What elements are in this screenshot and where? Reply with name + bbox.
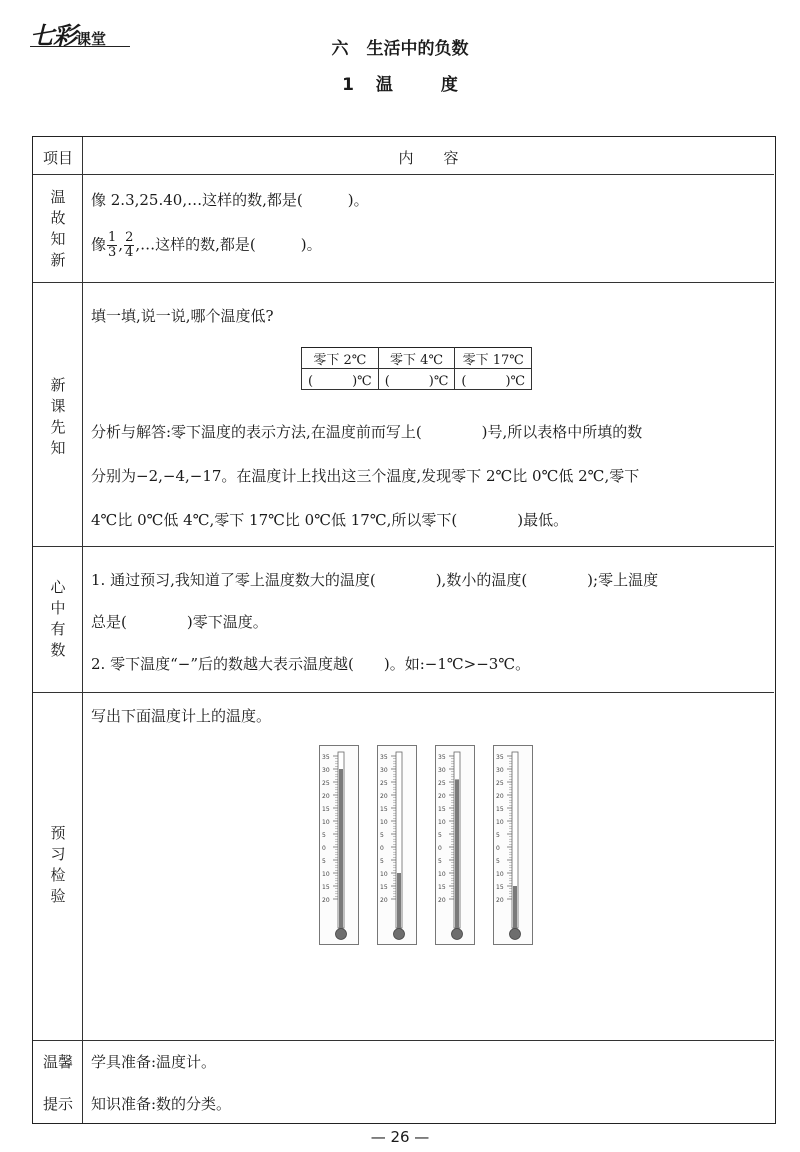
thermometer-scale-label: 0	[438, 845, 442, 852]
thermometer	[435, 745, 475, 945]
worksheet-table	[32, 136, 776, 1124]
review-content-cell	[83, 175, 774, 282]
thermometer-liquid	[397, 873, 401, 930]
mini-table-header: 零下 4℃	[378, 348, 455, 369]
check-row	[33, 693, 774, 1041]
thermometer-scale-label: 5	[496, 858, 500, 865]
fraction-two-fourths	[124, 231, 134, 260]
new-lesson-label-cell	[33, 283, 83, 546]
thermometer-scale-label: 30	[322, 767, 330, 774]
label-char: 知	[50, 439, 66, 457]
new-lesson-prompt: 填一填,说一说,哪个温度低?	[91, 307, 274, 325]
thermometer-bulb	[452, 929, 463, 940]
thermometer-scale-label: 20	[438, 897, 446, 904]
thermometer-scale-label: 30	[380, 767, 388, 774]
chapter-title: 生活中的负数	[366, 39, 469, 59]
header-label-cell	[33, 137, 83, 174]
thermometer-scale-label: 15	[438, 884, 446, 891]
new-lesson-label	[33, 375, 83, 459]
label-char: 课	[50, 397, 66, 415]
thermometer-svg	[436, 746, 474, 944]
thermometer-scale-label: 5	[496, 832, 500, 839]
thermometer-scale-label: 5	[438, 858, 442, 865]
label-char: 温	[50, 188, 66, 206]
thermometer-liquid	[339, 769, 343, 930]
thermometer-scale-label: 10	[322, 871, 330, 878]
check-content-cell	[83, 693, 774, 1040]
check-label-cell	[33, 693, 83, 1040]
fraction-denominator: 4	[125, 245, 134, 260]
summary-row	[33, 547, 774, 693]
label-char: 数	[50, 641, 66, 659]
table-header-row	[33, 137, 774, 175]
thermometer-scale-label: 5	[322, 832, 326, 839]
thermometer-svg	[494, 746, 532, 944]
thermometer-scale-label: 10	[380, 871, 388, 878]
review-label	[33, 187, 83, 271]
thermometer-scale-label: 25	[438, 780, 446, 787]
thermometer-scale-label: 5	[380, 858, 384, 865]
thermometer-scale-label: 25	[380, 780, 388, 787]
label-char: 验	[50, 887, 66, 905]
header-content: 内 容	[398, 149, 459, 167]
thermometer-scale-label: 20	[438, 793, 446, 800]
header-content-cell	[83, 137, 774, 174]
check-label	[33, 823, 83, 907]
review-label-cell	[33, 175, 83, 282]
thermometer-scale-label: 15	[496, 806, 504, 813]
thermometer	[493, 745, 533, 945]
thermometer-bulb	[394, 929, 405, 940]
thermometer-svg	[320, 746, 358, 944]
thermometer-scale-label: 20	[380, 897, 388, 904]
label-char: 新	[50, 376, 66, 394]
thermometer-scale-label: 15	[380, 806, 388, 813]
page-number: — 26 —	[370, 1128, 430, 1146]
check-prompt: 写出下面温度计上的温度。	[91, 707, 272, 725]
thermometer	[377, 745, 417, 945]
header-label: 项目	[42, 149, 73, 167]
review-line2-suffix: ,…这样的数,都是( )。	[135, 235, 322, 254]
thermometer-scale-label: 5	[438, 832, 442, 839]
thermometer-scale-label: 10	[322, 819, 330, 826]
summary-line-1: 1. 通过预习,我知道了零上温度数大的温度( ),数小的温度( );零上温度	[91, 571, 659, 589]
thermometer-scale-label: 30	[496, 767, 504, 774]
review-line-2	[91, 231, 322, 260]
new-lesson-row	[33, 283, 774, 547]
analysis-line-3: 4℃比 0℃低 4℃,零下 17℃比 0℃低 17℃,所以零下( )最低。	[91, 511, 569, 529]
thermometer-scale-label: 10	[496, 819, 504, 826]
mini-table-header: 零下 17℃	[455, 348, 532, 369]
thermometer-scale-label: 15	[380, 884, 388, 891]
thermometer-scale-label: 20	[322, 793, 330, 800]
tips-line-2: 知识准备:数的分类。	[91, 1095, 232, 1113]
thermometer-scale-label: 10	[380, 819, 388, 826]
review-row	[33, 175, 774, 283]
thermometer-scale-label: 0	[496, 845, 500, 852]
mini-table-blank[interactable]: ( )℃	[455, 369, 532, 390]
lesson-heading	[0, 70, 800, 95]
fraction-numerator: 1	[108, 230, 117, 245]
tips-label-line-1: 温馨	[42, 1053, 73, 1071]
analysis-line-2: 分别为−2,−4,−17。在温度计上找出这三个温度,发现零下 2℃比 0℃低 2℃,零下	[91, 467, 640, 485]
label-char: 中	[50, 599, 66, 617]
fraction-denominator: 3	[108, 245, 117, 260]
analysis-line-1: 分析与解答:零下温度的表示方法,在温度前而写上( )号,所以表格中所填的数	[91, 423, 643, 441]
label-char: 预	[50, 824, 66, 842]
thermometer-scale-label: 20	[496, 897, 504, 904]
tips-content-cell	[83, 1041, 774, 1123]
temperature-fill-table	[301, 347, 532, 390]
label-char: 有	[50, 620, 66, 638]
chapter-heading	[0, 34, 800, 59]
tips-line-1: 学具准备:温度计。	[91, 1053, 217, 1071]
mini-table-blank[interactable]: ( )℃	[378, 369, 455, 390]
label-char: 检	[50, 866, 66, 884]
thermometer-scale-label: 35	[496, 754, 504, 761]
summary-line-3: 2. 零下温度“−”后的数越大表示温度越( )。如:−1℃>−3℃。	[91, 655, 531, 673]
label-char: 先	[50, 418, 66, 436]
lesson-title-char: 温	[375, 75, 393, 95]
mini-table-blank[interactable]: ( )℃	[302, 369, 379, 390]
review-line-1: 像 2.3,25.40,…这样的数,都是( )。	[91, 191, 369, 209]
thermometer-scale-label: 15	[322, 884, 330, 891]
label-char: 知	[50, 230, 66, 248]
lesson-number: 1	[342, 75, 354, 95]
thermometer-scale-label: 20	[322, 897, 330, 904]
chapter-number: 六	[331, 39, 349, 59]
summary-content-cell	[83, 547, 774, 692]
thermometer-scale-label: 35	[322, 754, 330, 761]
label-char: 故	[50, 209, 66, 227]
label-char: 习	[50, 845, 66, 863]
thermometer-scale-label: 10	[438, 819, 446, 826]
thermometer-scale-label: 30	[438, 767, 446, 774]
logo-brand: 七彩	[30, 21, 76, 50]
thermometer-scale-label: 5	[380, 832, 384, 839]
thermometer-scale-label: 25	[496, 780, 504, 787]
thermometer-scale-label: 10	[496, 871, 504, 878]
lesson-title-char: 度	[440, 75, 458, 95]
fraction-one-third	[107, 231, 117, 260]
label-char: 心	[50, 578, 66, 596]
thermometer-liquid	[455, 779, 459, 930]
fraction-numerator: 2	[125, 230, 134, 245]
summary-line-2: 总是( )零下温度。	[91, 613, 268, 631]
tips-label-cell	[33, 1041, 83, 1123]
summary-label	[33, 577, 83, 661]
thermometer-scale-label: 0	[380, 845, 384, 852]
thermometer-scale-label: 35	[438, 754, 446, 761]
thermometer-scale-label: 5	[322, 858, 326, 865]
thermometer	[319, 745, 359, 945]
thermometer-scale-label: 10	[438, 871, 446, 878]
review-line2-prefix: 像	[91, 235, 107, 254]
thermometer-scale-label: 15	[438, 806, 446, 813]
summary-label-cell	[33, 547, 83, 692]
thermometer-scale-label: 35	[380, 754, 388, 761]
logo-brand-sub: 课堂	[76, 30, 107, 48]
fraction-separator: ,	[118, 235, 124, 254]
thermometer-scale-label: 20	[380, 793, 388, 800]
thermometer-scale-label: 15	[322, 806, 330, 813]
thermometer-bulb	[336, 929, 347, 940]
thermometer-bulb	[510, 929, 521, 940]
new-lesson-content-cell	[83, 283, 774, 546]
thermometer-scale-label: 25	[322, 780, 330, 787]
thermometer-liquid	[513, 886, 517, 930]
mini-table-header: 零下 2℃	[302, 348, 379, 369]
tips-row	[33, 1041, 774, 1123]
thermometer-scale-label: 0	[322, 845, 326, 852]
thermometer-scale-label: 15	[496, 884, 504, 891]
tips-label-line-2: 提示	[42, 1095, 73, 1113]
thermometer-scale-label: 20	[496, 793, 504, 800]
thermometer-svg	[378, 746, 416, 944]
label-char: 新	[50, 251, 66, 269]
